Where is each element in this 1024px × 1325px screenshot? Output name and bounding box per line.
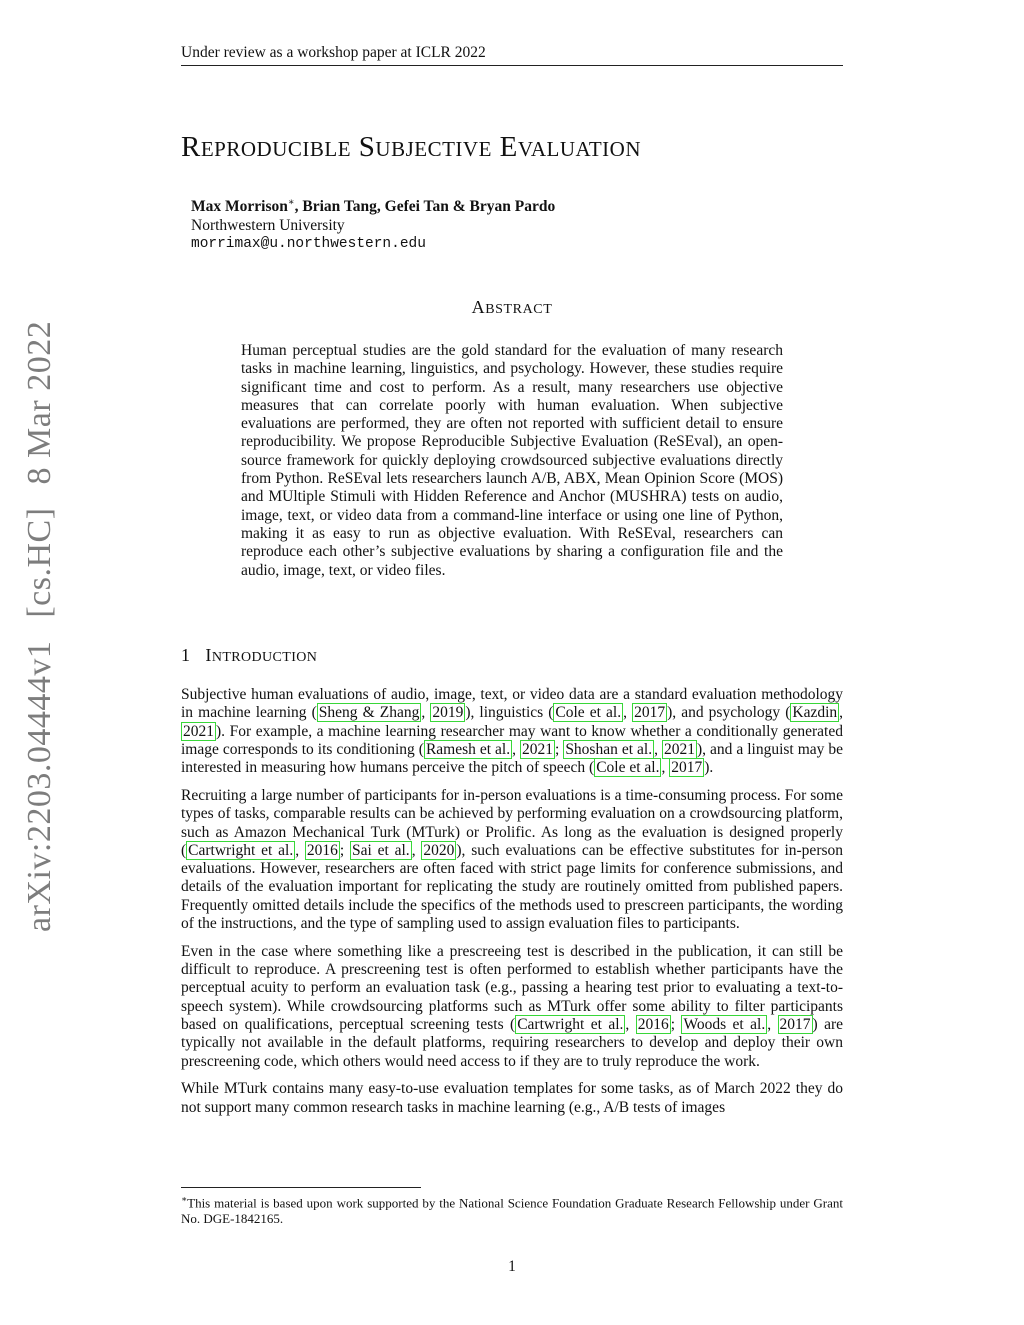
text-run: , xyxy=(625,1016,636,1034)
citation-link[interactable]: 2017 xyxy=(779,1016,811,1034)
section-number: 1 xyxy=(181,645,191,665)
citation-link[interactable]: Cole et al. xyxy=(555,704,622,722)
title-small-caps: EPRODUCIBLE xyxy=(200,137,352,161)
introduction-body xyxy=(181,686,843,1127)
paragraph xyxy=(181,1080,843,1117)
text-run: , xyxy=(767,1016,778,1034)
citation-link[interactable]: Cartwright et al. xyxy=(188,841,294,859)
citation-link[interactable]: Sai et al. xyxy=(352,841,410,859)
text-run: , xyxy=(421,704,431,722)
abstract-heading xyxy=(0,297,1024,318)
text-run: , xyxy=(661,759,670,777)
abstract-heading-cap: A xyxy=(471,297,486,317)
citation-link[interactable]: Woods et al. xyxy=(683,1016,766,1034)
arxiv-id: arXiv:2203.04444v1 xyxy=(21,640,58,932)
text-run: ; xyxy=(555,740,564,758)
other-authors: , Brian Tang, Gefei Tan & Bryan Pardo xyxy=(294,198,556,216)
text-run: , xyxy=(839,704,844,722)
text-run: , xyxy=(512,740,520,758)
text-run: ), such evaluations can be effective substitutes for in-person evaluations. However, researchers are often faced with strict page limits for conference submissions, and details of the evaluation important for replicating the study are routinely omitted from published papers. Frequently omitted details include the specifics of the methods used to prescreen participants, the wording of the instructions, and the type of sampling used to assign evaluation files to participants. xyxy=(181,841,844,933)
arxiv-category: [cs.HC] xyxy=(21,507,58,618)
author-email: morrimax@u.northwestern.edu xyxy=(191,236,426,253)
footnote-mark: ∗ xyxy=(181,1194,188,1204)
citation-link[interactable]: 2016 xyxy=(306,841,338,859)
text-run: ), linguistics ( xyxy=(465,704,554,722)
text-run: ; xyxy=(339,841,351,859)
citation-link[interactable]: 2017 xyxy=(671,759,703,777)
title-small-caps: VALUATION xyxy=(517,137,641,161)
abstract-text: Human perceptual studies are the gold standard for the evaluation of many research tasks in machine learning, linguistics, and psychology. However, these studies require significant time and cost to perform. As a result, many researchers use objective measures that can correlate poorly with human evaluation. When subjective evaluations are performed, they are often not reported with sufficient detail to ensure reproducibility. We propose Reproducible Subjective Evaluation (ReSEval), an open-source framework for quickly deploying crowdsourced subjective evaluations directly from Python. ReSEval lets researchers launch A/B, ABX, Mean Opinion Score (MOS) and MUltiple Stimuli with Hidden Reference and Anchor (MUSHRA) tests on audio, image, text, or video data from a command-line interface or using one line of Python, making it as easy to run as objective evaluation. With ReSEval, researchers can reproduce each other’s subjective evaluations by sharing a configuration file and the audio, image, text, or video files. xyxy=(241,342,783,579)
text-run: ) are typically not available in the default platforms, requiring researchers to develop and deploy their own prescreening code, which others would need access to if they are to truly reproduce the work. xyxy=(181,1016,844,1070)
author-footnote-mark: ∗ xyxy=(287,197,295,208)
paragraph xyxy=(181,943,843,1071)
text-run: ). xyxy=(704,759,714,777)
citation-link[interactable]: 2021 xyxy=(183,722,214,740)
citation-link[interactable]: Cartwright et al. xyxy=(517,1016,624,1034)
paragraph xyxy=(181,686,843,777)
affiliation: Northwestern University xyxy=(191,217,345,235)
footnote-text: This material is based upon work supported by the National Science Foundation Graduate Research Fellowship under Grant No. DGE-1842165. xyxy=(181,1195,843,1227)
text-run: , xyxy=(411,841,422,859)
arxiv-date: 8 Mar 2022 xyxy=(21,320,58,485)
author-names xyxy=(191,193,555,216)
title-cap: S xyxy=(358,131,376,163)
text-run: , xyxy=(623,704,633,722)
citation-link[interactable]: 2021 xyxy=(522,740,553,758)
author-block xyxy=(191,193,555,254)
citation-link[interactable]: 2020 xyxy=(423,841,455,859)
citation-link[interactable]: Sheng & Zhang xyxy=(318,704,420,722)
arxiv-stamp xyxy=(18,320,62,932)
text-run: , xyxy=(295,841,305,859)
footnote xyxy=(181,1191,843,1227)
text-run: ), and a linguist may be interested in measuring how humans perceive the pitch of speech ( xyxy=(181,740,844,777)
text-run: , xyxy=(654,740,662,758)
page-number: 1 xyxy=(508,1258,516,1275)
text-run: ), and psychology ( xyxy=(667,704,791,722)
citation-link[interactable]: Kazdin xyxy=(792,704,838,722)
text-run: Recruiting a large number of participants for in-person evaluations is a time-consuming process. For some types of tasks, comparable results can be achieved by performing evaluation on a crowdsourcing platform, such as Amazon Mechanical Turk (MTurk) or Prolific. As long as the evaluation is designed properly ( xyxy=(181,786,843,859)
paper-title xyxy=(181,131,641,164)
title-small-caps: UBJECTIVE xyxy=(375,137,492,161)
abstract-heading-rest: BSTRACT xyxy=(485,302,553,317)
paragraph xyxy=(181,787,843,933)
section-heading-rest: NTRODUCTION xyxy=(211,650,318,665)
citation-link[interactable]: 2017 xyxy=(634,704,666,722)
first-author: Max Morrison xyxy=(191,198,288,216)
text-run: ; xyxy=(670,1016,682,1034)
citation-link[interactable]: 2016 xyxy=(637,1016,669,1034)
text-run: While MTurk contains many easy-to-use evaluation templates for some tasks, as of March 2022 they do not support many common research tasks in machine learning (e.g., A/B tests of images xyxy=(181,1080,843,1116)
text-run: Even in the case where something like a prescreeing test is described in the publication, it can still be difficult to reproduce. A prescreening test is often performed to establish whether participants have the perceptual acuity to perform an evaluation task (e.g., passing a hearing test prior to evaluating a text-to-speech system). While crowdsourcing platforms such as MTurk offer some ability to filter participants based on qualifications, perceptual screening tests ( xyxy=(181,942,843,1034)
citation-link[interactable]: Ramesh et al. xyxy=(425,740,511,758)
citation-link[interactable]: Shoshan et al. xyxy=(565,740,653,758)
footnote-rule xyxy=(181,1187,421,1188)
citation-link[interactable]: 2019 xyxy=(432,704,464,722)
title-cap: R xyxy=(181,131,201,163)
section-heading-introduction xyxy=(181,645,317,666)
title-cap: E xyxy=(499,131,518,163)
citation-link[interactable]: Cole et al. xyxy=(596,759,660,777)
citation-link[interactable]: 2021 xyxy=(663,740,695,758)
text-run: ). For example, a machine learning researcher may want to know whether a conditionally generated image corresponds to its conditioning ( xyxy=(181,722,843,758)
section-heading-cap: I xyxy=(205,645,212,665)
text-run: Subjective human evaluations of audio, image, text, or video data are a standard evaluation methodology in machine learning ( xyxy=(181,686,843,722)
running-header: Under review as a workshop paper at ICLR 2022 xyxy=(181,44,843,66)
